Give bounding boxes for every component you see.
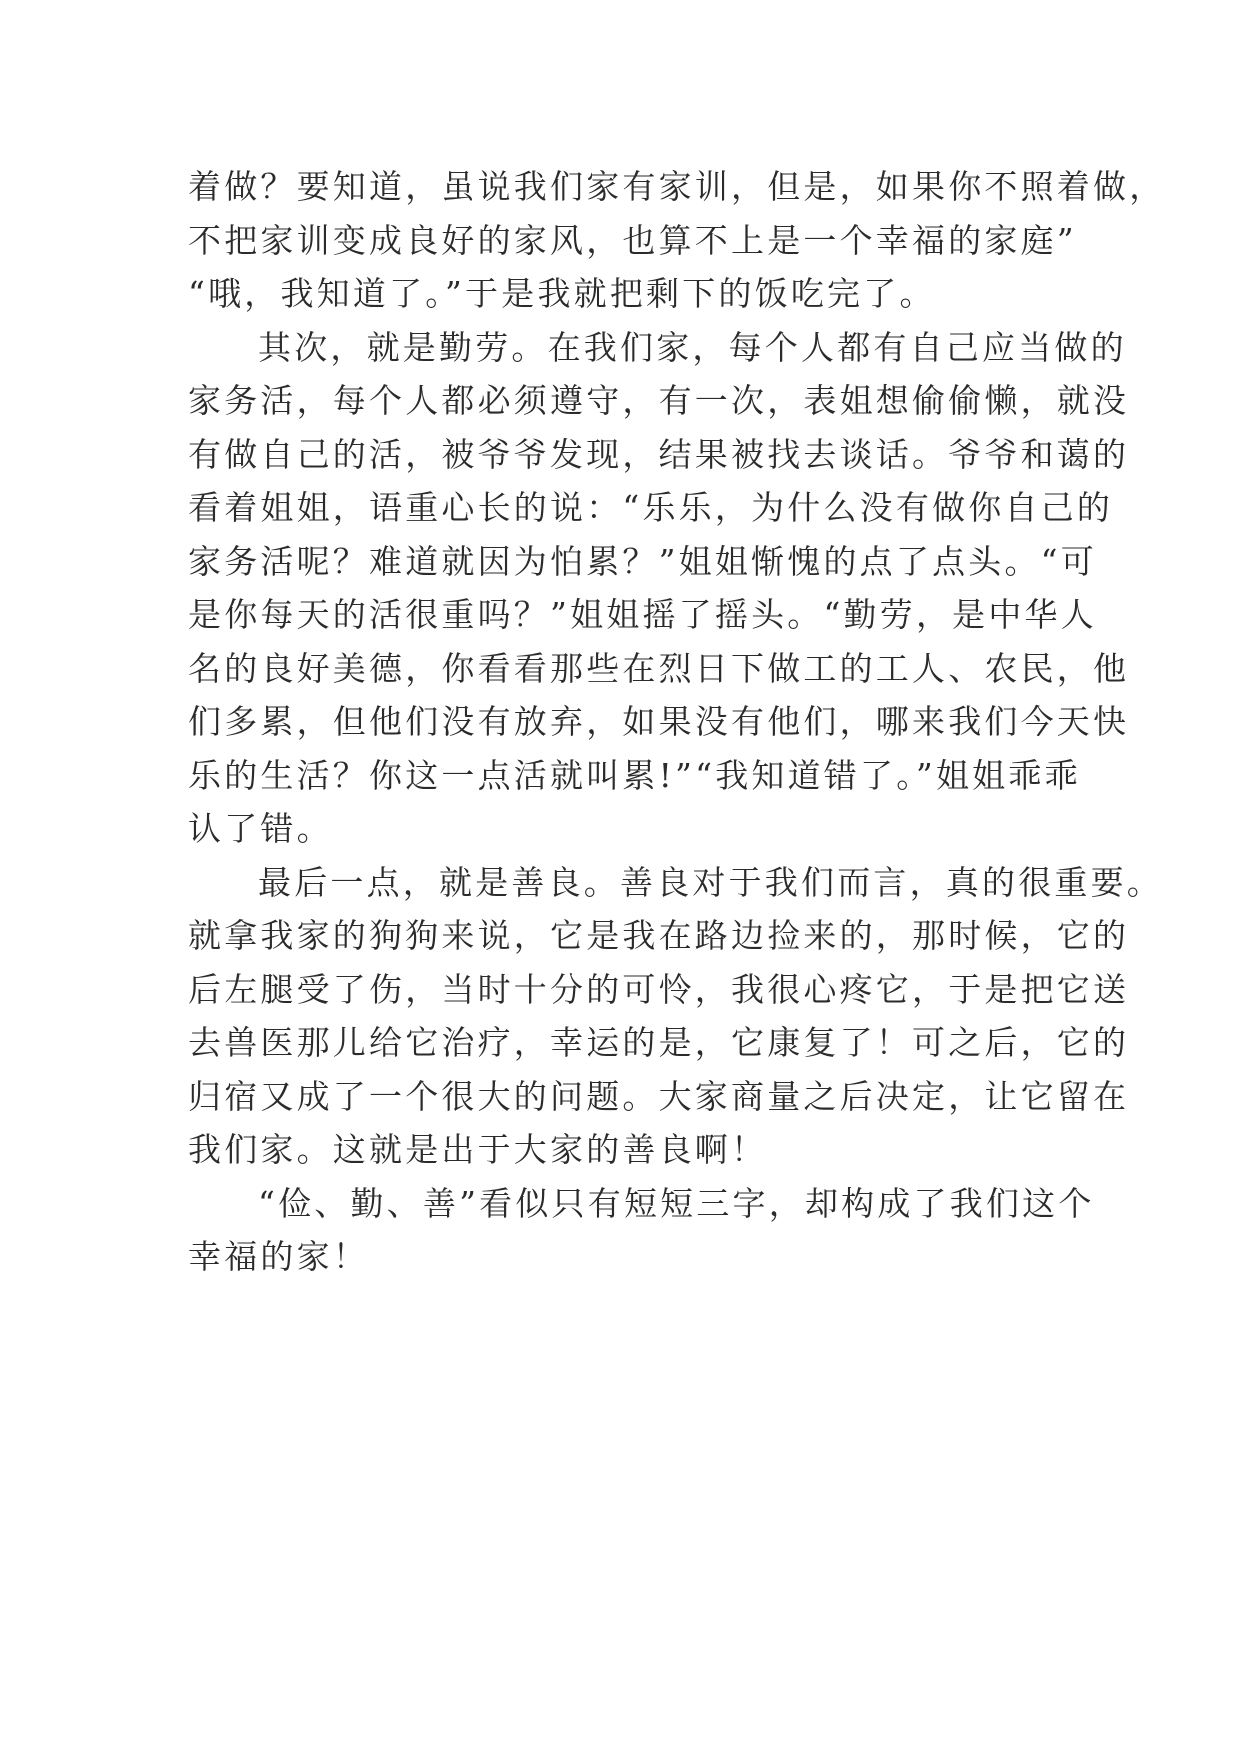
text-line: 后左腿受了伤，当时十分的可怜，我很心疼它，于是把它送: [188, 969, 1130, 1009]
text-line: 认了错。: [188, 809, 333, 848]
text-line: 就拿我家的狗狗来说，它是我在路边捡来的，那时候，它的: [188, 916, 1130, 955]
text-line: “哦，我知道了。”于是我就把剩下的饭吃完了。: [188, 274, 936, 313]
paragraph-first-line: 其次，就是勤劳。在我们家，每个人都有自己应当做的: [258, 327, 1127, 367]
text-line: 归宿又成了一个很大的问题。大家商量之后决定，让它留在: [188, 1076, 1130, 1116]
text-line: 家务活呢？难道就因为怕累？”姐姐惭愧的点了点头。“可: [188, 541, 1097, 581]
text-line: 我们家。这就是出于大家的善良啊！: [188, 1130, 768, 1169]
text-line: 家务活，每个人都必须遵守，有一次，表姐想偷偷懒，就没: [188, 381, 1130, 420]
text-line: 不把家训变成良好的家风，也算不上是一个幸福的家庭”: [188, 220, 1077, 260]
paragraph-first-line: “俭、勤、善”看似只有短短三字，却构成了我们这个: [258, 1183, 1095, 1223]
text-line: 去兽医那儿给它治疗，幸运的是，它康复了！可之后，它的: [188, 1023, 1130, 1062]
text-line: 着做？要知道，虽说我们家有家训，但是，如果你不照着做，: [188, 167, 1166, 206]
essay-body: [188, 160, 1166, 1284]
text-line: 是你每天的活很重吗？”姐姐摇了摇头。“勤劳，是中华人: [188, 595, 1097, 634]
text-line: 有做自己的活，被爷爷发现，结果被找去谈话。爷爷和蔼的: [188, 434, 1130, 474]
text-line: 乐的生活？你这一点活就叫累!”“我知道错了。”姐姐乖乖: [188, 755, 1081, 795]
paragraph-first-line: 最后一点，就是善良。善良对于我们而言，真的很重要。: [258, 862, 1163, 902]
text-line: 们多累，但他们没有放弃，如果没有他们，哪来我们今天快: [188, 702, 1130, 741]
text-line: 幸福的家！: [188, 1237, 369, 1276]
text-line: 名的良好美德，你看看那些在烈日下做工的工人、农民，他: [188, 648, 1130, 688]
text-line: 看着姐姐，语重心长的说：“乐乐，为什么没有做你自己的: [188, 488, 1114, 527]
